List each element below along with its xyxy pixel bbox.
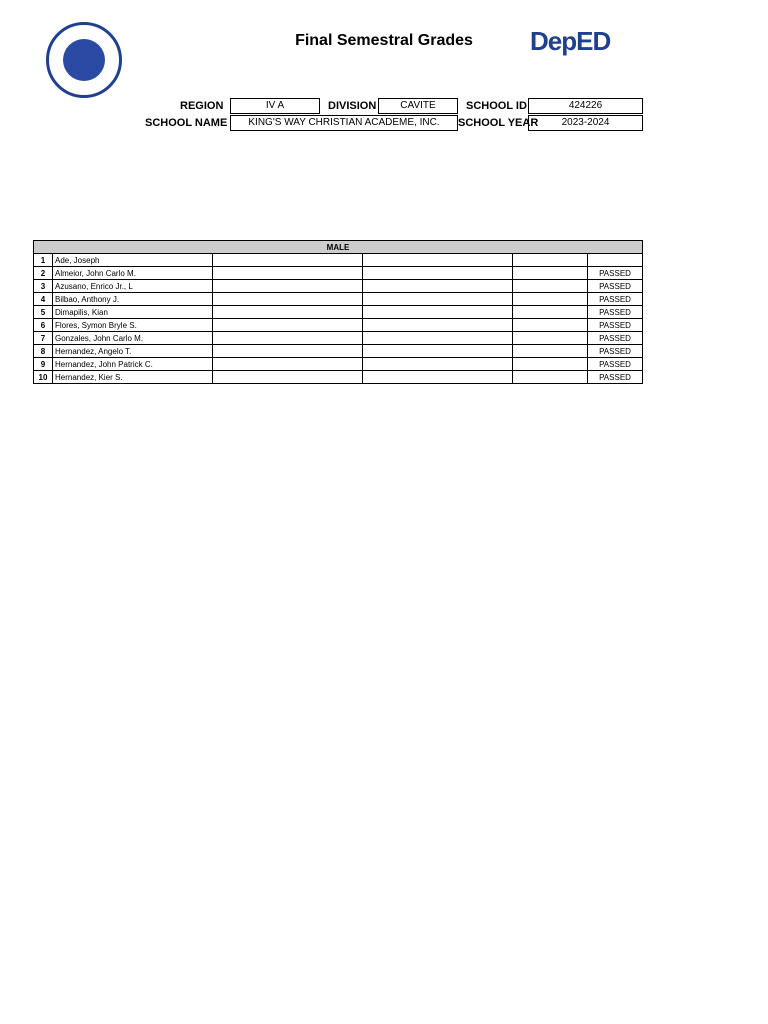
- section-male: MALE: [34, 241, 643, 254]
- table-row: [34, 267, 643, 280]
- cell-n: 6: [34, 319, 53, 332]
- cell-n: 2: [34, 267, 53, 280]
- cell-name: Hernandez, Kier S.: [53, 371, 213, 384]
- cell-fg: [513, 319, 588, 332]
- cell-fg: [513, 254, 588, 267]
- cell-n: 4: [34, 293, 53, 306]
- cell-name: Gonzales, John Carlo M.: [53, 332, 213, 345]
- cell-n: 1: [34, 254, 53, 267]
- cell-q4: [363, 319, 513, 332]
- cell-q4: [363, 358, 513, 371]
- table-row: [34, 280, 643, 293]
- cell-fg: [513, 293, 588, 306]
- cell-rm: PASSED: [588, 280, 643, 293]
- label-school-id: SCHOOL ID: [466, 100, 527, 112]
- table-row: [34, 332, 643, 345]
- school-year-value: 2023-2024: [528, 115, 643, 131]
- cell-q3: [213, 371, 363, 384]
- cell-rm: PASSED: [588, 293, 643, 306]
- cell-rm: PASSED: [588, 319, 643, 332]
- cell-name: Almeior, John Carlo M.: [53, 267, 213, 280]
- cell-rm: PASSED: [588, 371, 643, 384]
- cell-rm: PASSED: [588, 267, 643, 280]
- cell-q4: [363, 371, 513, 384]
- table-row: [34, 371, 643, 384]
- cell-name: Hernandez, John Patrick C.: [53, 358, 213, 371]
- table-row: [34, 306, 643, 319]
- cell-rm: PASSED: [588, 345, 643, 358]
- cell-name: Bilbao, Anthony J.: [53, 293, 213, 306]
- cell-n: 3: [34, 280, 53, 293]
- cell-rm: PASSED: [588, 332, 643, 345]
- cell-q3: [213, 319, 363, 332]
- cell-q4: [363, 345, 513, 358]
- cell-q3: [213, 345, 363, 358]
- cell-q4: [363, 254, 513, 267]
- cell-q3: [213, 293, 363, 306]
- cell-q4: [363, 332, 513, 345]
- cell-rm: PASSED: [588, 306, 643, 319]
- label-school-name: SCHOOL NAME: [145, 117, 228, 129]
- label-school-year: SCHOOL YEAR: [458, 117, 539, 129]
- table-row: [34, 293, 643, 306]
- cell-q3: [213, 306, 363, 319]
- cell-fg: [513, 332, 588, 345]
- cell-q4: [363, 267, 513, 280]
- table-row: [34, 254, 643, 267]
- label-division: DIVISION: [328, 100, 377, 112]
- cell-fg: [513, 345, 588, 358]
- label-region: REGION: [180, 100, 224, 112]
- deped-logo: DepED: [530, 26, 611, 56]
- cell-n: 8: [34, 345, 53, 358]
- cell-fg: [513, 267, 588, 280]
- cell-n: 7: [34, 332, 53, 345]
- cell-n: 10: [34, 371, 53, 384]
- cell-n: 9: [34, 358, 53, 371]
- region-value: IV A: [230, 98, 320, 114]
- cell-name: Hernandez, Angelo T.: [53, 345, 213, 358]
- cell-q4: [363, 293, 513, 306]
- table-row: [34, 358, 643, 371]
- grades-table: [33, 240, 643, 384]
- cell-q4: [363, 280, 513, 293]
- cell-fg: [513, 280, 588, 293]
- school-id-value: 424226: [528, 98, 643, 114]
- cell-fg: [513, 306, 588, 319]
- cell-q3: [213, 332, 363, 345]
- cell-name: Flores, Symon Bryle S.: [53, 319, 213, 332]
- cell-q4: [363, 306, 513, 319]
- cell-rm: PASSED: [588, 358, 643, 371]
- cell-rm: [588, 254, 643, 267]
- cell-name: Dimapilis, Kian: [53, 306, 213, 319]
- cell-q3: [213, 254, 363, 267]
- table-row: [34, 345, 643, 358]
- division-value: CAVITE: [378, 98, 458, 114]
- cell-n: 5: [34, 306, 53, 319]
- cell-name: Azusano, Enrico Jr., L: [53, 280, 213, 293]
- cell-fg: [513, 371, 588, 384]
- table-row: [34, 319, 643, 332]
- page-title: Final Semestral Grades: [295, 32, 473, 49]
- cell-q3: [213, 358, 363, 371]
- cell-q3: [213, 267, 363, 280]
- cell-name: Ade, Joseph: [53, 254, 213, 267]
- cell-fg: [513, 358, 588, 371]
- school-name-value: KING'S WAY CHRISTIAN ACADEME, INC.: [230, 115, 458, 131]
- cell-q3: [213, 280, 363, 293]
